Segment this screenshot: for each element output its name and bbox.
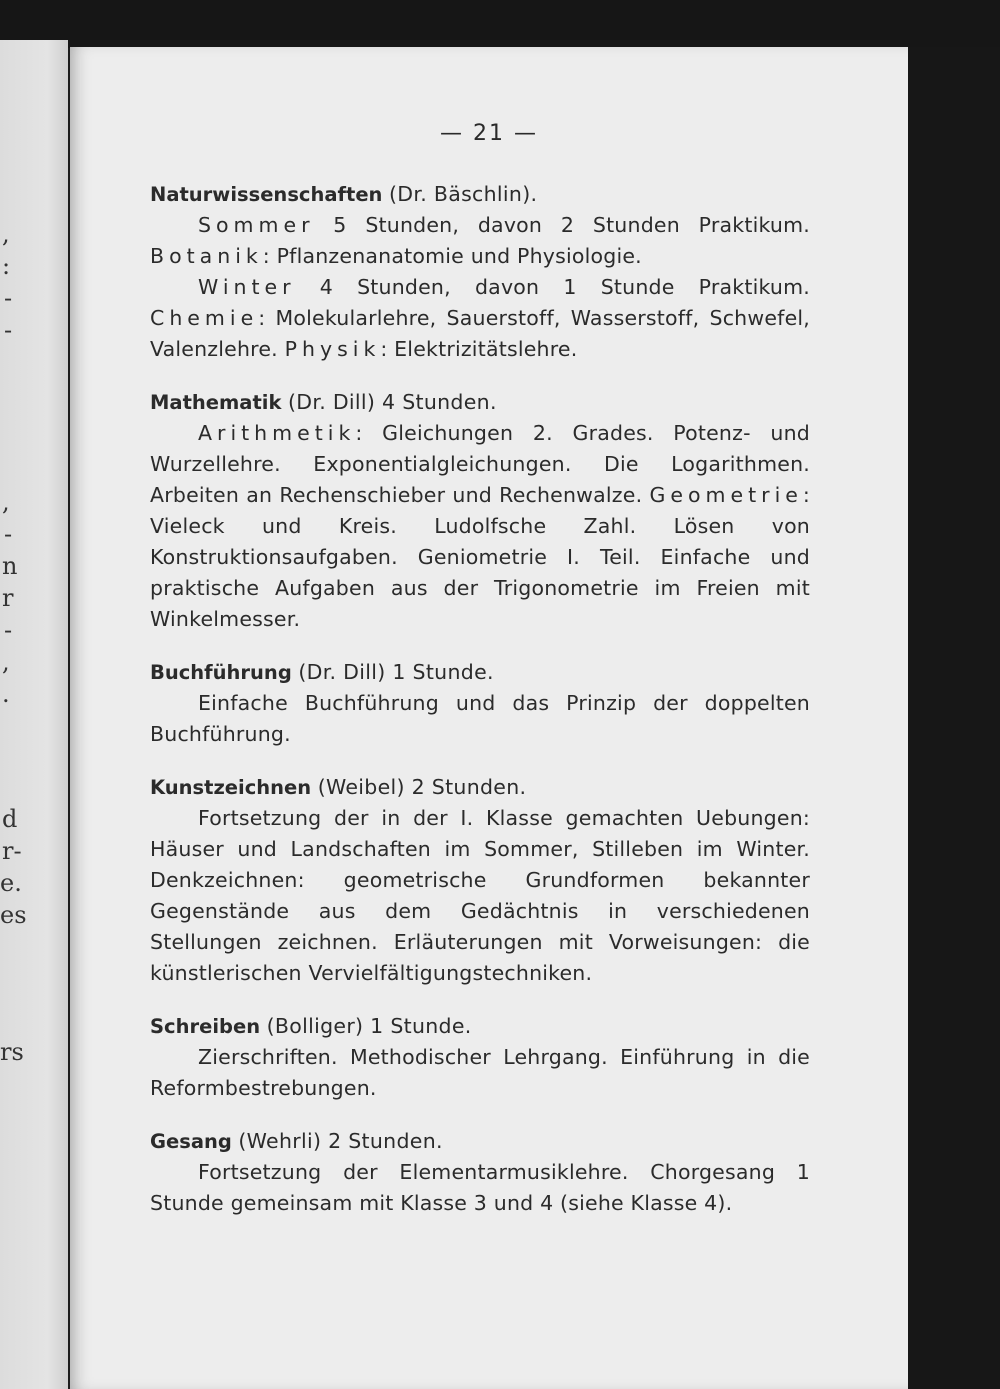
section-title: Gesang: [150, 1130, 232, 1153]
section-gesang: [150, 1126, 810, 1219]
left-page-fragment: -: [4, 284, 13, 312]
left-page-fragment: d: [2, 805, 18, 833]
left-page-fragment: -: [4, 316, 13, 344]
left-page-fragment: n: [2, 552, 18, 580]
section-paragraph: Sommer 5 Stunden, davon 2 Stunden Praktikum. Botanik: Pflanzenanatomie und Physiologie.: [150, 213, 810, 268]
section-title: Buchführung: [150, 661, 292, 684]
left-page-fragment: -: [4, 616, 13, 644]
spaced-term: Botanik: [150, 244, 263, 268]
left-page-fragment: r: [2, 584, 14, 612]
left-page-fragment: ,: [2, 220, 10, 248]
page-content: [150, 179, 810, 1241]
section-mathematik: [150, 387, 810, 635]
section-paragraph: Fortsetzung der Elementarmusiklehre. Chorgesang 1 Stunde gemeinsam mit Klasse 3 und 4 (siehe Klasse 4).: [150, 1160, 810, 1215]
spaced-term: Chemie: [150, 306, 259, 330]
section-title: Naturwissenschaften: [150, 183, 383, 206]
previous-page-edge: [0, 40, 68, 1389]
left-page-fragment: .: [2, 680, 10, 708]
section-heading: [150, 179, 810, 210]
spaced-term: Sommer: [198, 213, 315, 237]
section-paragraph: Zierschriften. Methodischer Lehrgang. Einführung in die Reformbestrebungen.: [150, 1045, 810, 1100]
page-background-edge: [908, 47, 1000, 1389]
left-page-fragment: r-: [2, 837, 22, 865]
section-heading: [150, 1011, 810, 1042]
left-page-fragment: -: [4, 520, 13, 548]
section-heading: [150, 1126, 810, 1157]
section-schreiben: [150, 1011, 810, 1104]
left-page-fragment: es: [0, 901, 27, 929]
section-naturwissenschaften: [150, 179, 810, 365]
left-page-fragment: :: [2, 252, 11, 280]
section-paragraph: Fortsetzung der in der I. Klasse gemachten Uebungen: Häuser und Landschaften im Sommer, Stilleben im Winter. Denkzeichnen: geometrische Grundformen bekannter Gegenstände aus dem Gedächtnis in verschiedenen Stellungen zeichnen. Erläuterungen mit Vorweisungen: die künstlerischen Vervielfältigungstechniken.: [150, 806, 810, 985]
spaced-term: Physik: [284, 337, 381, 361]
spaced-term: Arithmetik: [198, 421, 356, 445]
spaced-term: Winter: [198, 275, 296, 299]
left-page-fragment: rs: [0, 1038, 24, 1066]
section-meta: (Weibel) 2 Stunden.: [317, 775, 527, 799]
section-title: Mathematik: [150, 391, 282, 414]
binding-shadow: [0, 0, 1000, 48]
section-title: Schreiben: [150, 1015, 261, 1038]
book-page: [70, 47, 908, 1389]
section-meta: (Dr. Dill) 1 Stunde.: [298, 660, 494, 684]
section-meta: (Dr. Bäschlin).: [388, 182, 538, 206]
section-paragraph: Einfache Buchführung und das Prinzip der doppelten Buchführung.: [150, 691, 810, 746]
left-page-fragment: ,: [2, 488, 10, 516]
section-paragraph: Winter 4 Stunden, davon 1 Stunde Praktikum. Chemie: Molekularlehre, Sauerstoff, Wasserstoff, Schwefel, Valenzlehre. Physik: Elektrizitätslehre.: [150, 275, 810, 361]
section-meta: (Dr. Dill) 4 Stunden.: [287, 390, 497, 414]
left-page-fragment: e.: [0, 869, 22, 897]
left-page-fragment: ,: [2, 648, 10, 676]
section-meta: (Wehrli) 2 Stunden.: [238, 1129, 443, 1153]
section-meta: (Bolliger) 1 Stunde.: [266, 1014, 472, 1038]
section-title: Kunstzeichnen: [150, 776, 312, 799]
section-paragraph: Arithmetik: Gleichungen 2. Grades. Potenz- und Wurzellehre. Exponentialgleichungen. Die Logarithmen. Arbeiten an Rechenschieber und Rechenwalze. Geometrie: Vieleck und Kreis. Ludolfsche Zahl. Lösen von Konstruktionsaufgaben. Geniometrie I. Teil. Einfache und praktische Aufgaben aus der Trigonometrie im Freien mit Winkelmesser.: [150, 421, 810, 631]
spaced-term: Geometrie: [649, 483, 803, 507]
section-kunstzeichnen: [150, 772, 810, 989]
page-number: — 21 —: [440, 121, 538, 146]
section-heading: [150, 772, 810, 803]
section-buchfuehrung: [150, 657, 810, 750]
section-heading: [150, 657, 810, 688]
section-heading: [150, 387, 810, 418]
